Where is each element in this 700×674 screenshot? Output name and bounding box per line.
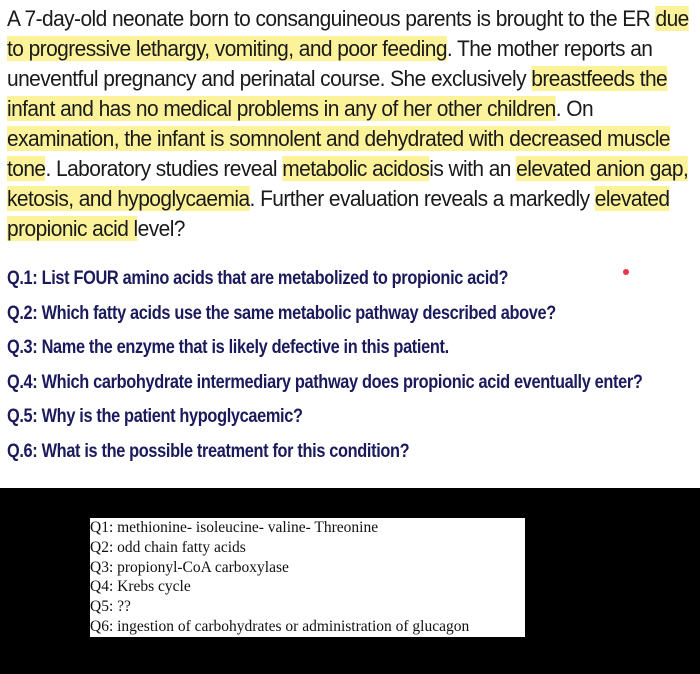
answer-3: Q3: propionyl-CoA carboxylase: [90, 558, 289, 576]
question-4: Q.4: Which carbohydrate intermediary pathway does propionic acid eventually enter?: [7, 371, 643, 393]
case-highlight-1: due to progressive lethargy, vomiting, and poor feeding: [7, 6, 689, 61]
case-text-6: . Further evaluation reveals a markedly: [249, 186, 595, 211]
case-description: [7, 4, 697, 244]
answer-list: [90, 518, 525, 637]
answer-panel: [0, 488, 700, 674]
red-marker-dot: [623, 269, 629, 275]
case-text-1: A 7-day-old neonate born to consanguineous parents is brought to the ER: [7, 6, 656, 31]
question-5: Q.5: Why is the patient hypoglycaemic?: [7, 406, 303, 427]
case-text-2: . The mother reports an uneventful pregnancy and perinatal course. She exclusively: [7, 36, 653, 91]
case-highlight-5: elevated anion gap, ketosis, and hypoglycaemia: [7, 156, 689, 211]
question-3: Q.3: Name the enzyme that is likely defective in this patient.: [7, 337, 449, 358]
case-text-3: . On: [555, 96, 594, 121]
question-list: [7, 262, 643, 469]
answer-5: Q5: ??: [90, 598, 131, 616]
case-text-7: evel?: [137, 216, 185, 241]
case-text-4: . Laboratory studies reveal: [45, 156, 283, 181]
answer-2: Q2: odd chain fatty acids: [90, 538, 246, 556]
case-highlight-6: elevated propionic acid l: [7, 186, 670, 241]
answer-6: Q6: ingestion of carbohydrates or administration of glucagon: [90, 617, 470, 635]
answer-1: Q1: methionine- isoleucine- valine- Threonine: [90, 519, 379, 536]
question-2: Q.2: Which fatty acids use the same metabolic pathway described above?: [7, 302, 556, 324]
case-highlight-3: examination, the infant is somnolent and dehydrated with decreased muscle tone: [7, 126, 671, 181]
answer-4: Q4: Krebs cycle: [90, 578, 191, 596]
question-6: Q.6: What is the possible treatment for this condition?: [7, 440, 410, 462]
case-highlight-4: metabolic acidos: [282, 156, 430, 181]
case-text-5: is with an: [429, 156, 517, 181]
case-highlight-2: breastfeeds the infant and has no medical problems in any of her other children: [7, 66, 668, 121]
question-1: Q.1: List FOUR amino acids that are metabolized to propionic acid?: [7, 268, 509, 289]
